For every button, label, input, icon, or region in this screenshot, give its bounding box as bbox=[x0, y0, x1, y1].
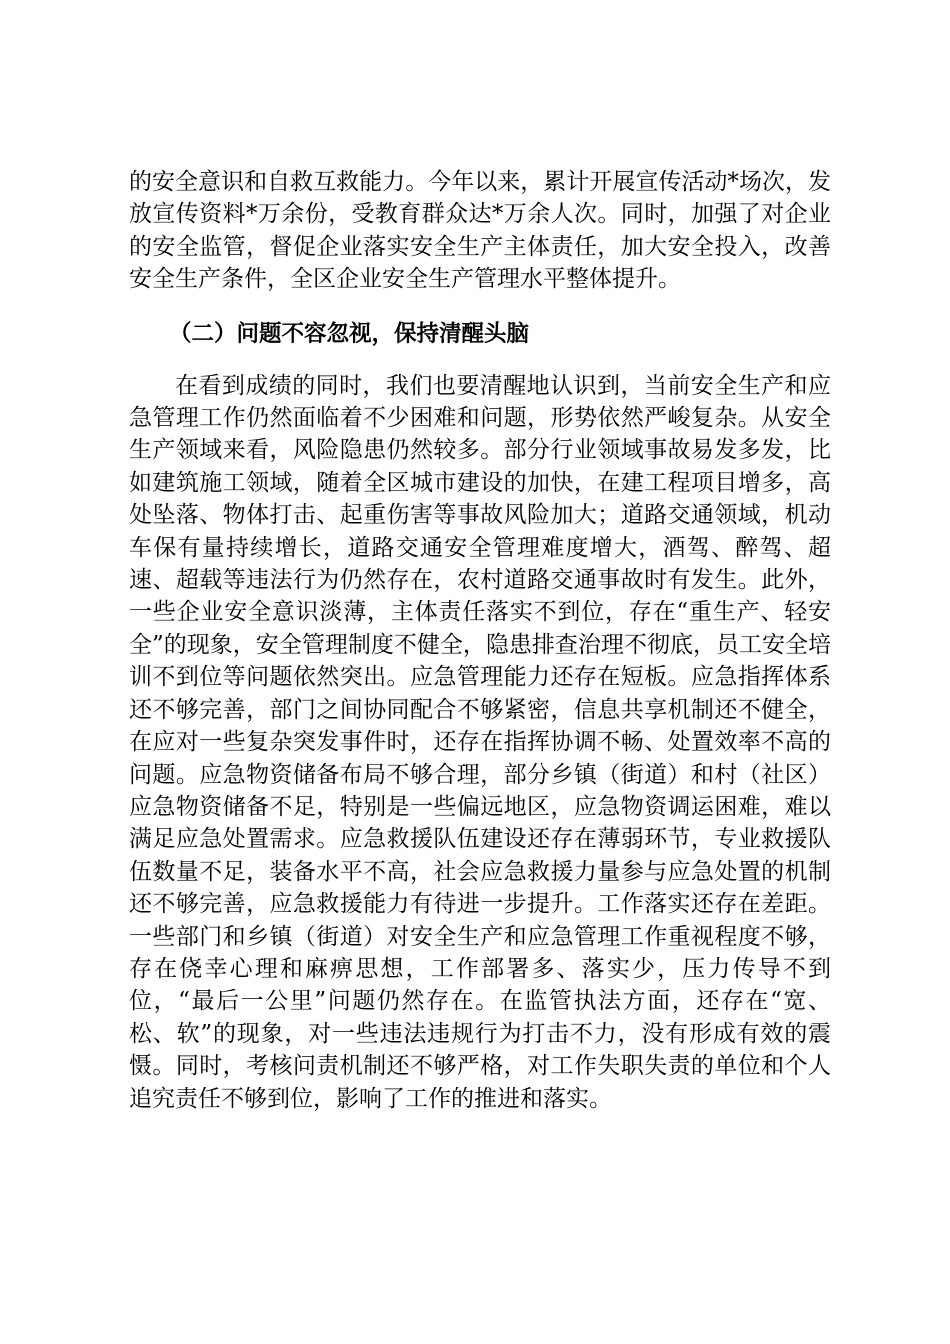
paragraph-continued: 的安全意识和自救互救能力。今年以来，累计开展宣传活动*场次，发放宣传资料*万余份，受教育群众达*万余人次。同时，加强了对企业的安全监管，督促企业落实安全生产主体责任，加大安全投入，改善安全生产条件，全区企业安全生产管理水平整体提升。 bbox=[129, 169, 831, 293]
section-heading: （二）问题不容忽视，保持清醒头脑 bbox=[169, 320, 530, 347]
document-body bbox=[129, 166, 831, 1115]
paragraph-problems: 在看到成绩的同时，我们也要清醒地认识到，当前安全生产和应急管理工作仍然面临着不少困难和问题，形势依然严峻复杂。从安全生产领域来看，风险隐患仍然较多。部分行业领域事故易发多发，比如建筑施工领域，随着全区城市建设的加快，在建工程项目增多，高处坠落、物体打击、起重伤害等事故风险加大；道路交通领域，机动车保有量持续增长，道路交通安全管理难度增大，酒驾、醉驾、超速、超载等违法行为仍然存在，农村道路交通事故时有发生。此外，一些企业安全意识淡薄，主体责任落实不到位，存在“重生产、轻安全”的现象，安全管理制度不健全，隐患排查治理不彻底，员工安全培训不到位等问题依然突出。应急管理能力还存在短板。应急指挥体系还不够完善，部门之间协同配合不够紧密，信息共享机制还不健全，在应对一些复杂突发事件时，还存在指挥协调不畅、处置效率不高的问题。应急物资储备布局不够合理，部分乡镇（街道）和村（社区）应急物资储备不足，特别是一些偏远地区，应急物资调运困难，难以满足应急处置需求。应急救援队伍建设还存在薄弱环节，专业救援队伍数量不足，装备水平不高，社会应急救援力量参与应急处置的机制还不够完善，应急救援能力有待进一步提升。工作落实还存在差距。一些部门和乡镇（街道）对安全生产和应急管理工作重视程度不够，存在侥幸心理和麻痹思想，工作部署多、落实少，压力传导不到位，“最后一公里”问题仍然存在。在监管执法方面，还存在“宽、松、软”的现象，对一些违法违规行为打击不力，没有形成有效的震慑。同时，考核问责机制还不够严格，对工作失职失责的单位和个人追究责任不够到位，影响了工作的推进和落实。 bbox=[129, 372, 831, 1112]
